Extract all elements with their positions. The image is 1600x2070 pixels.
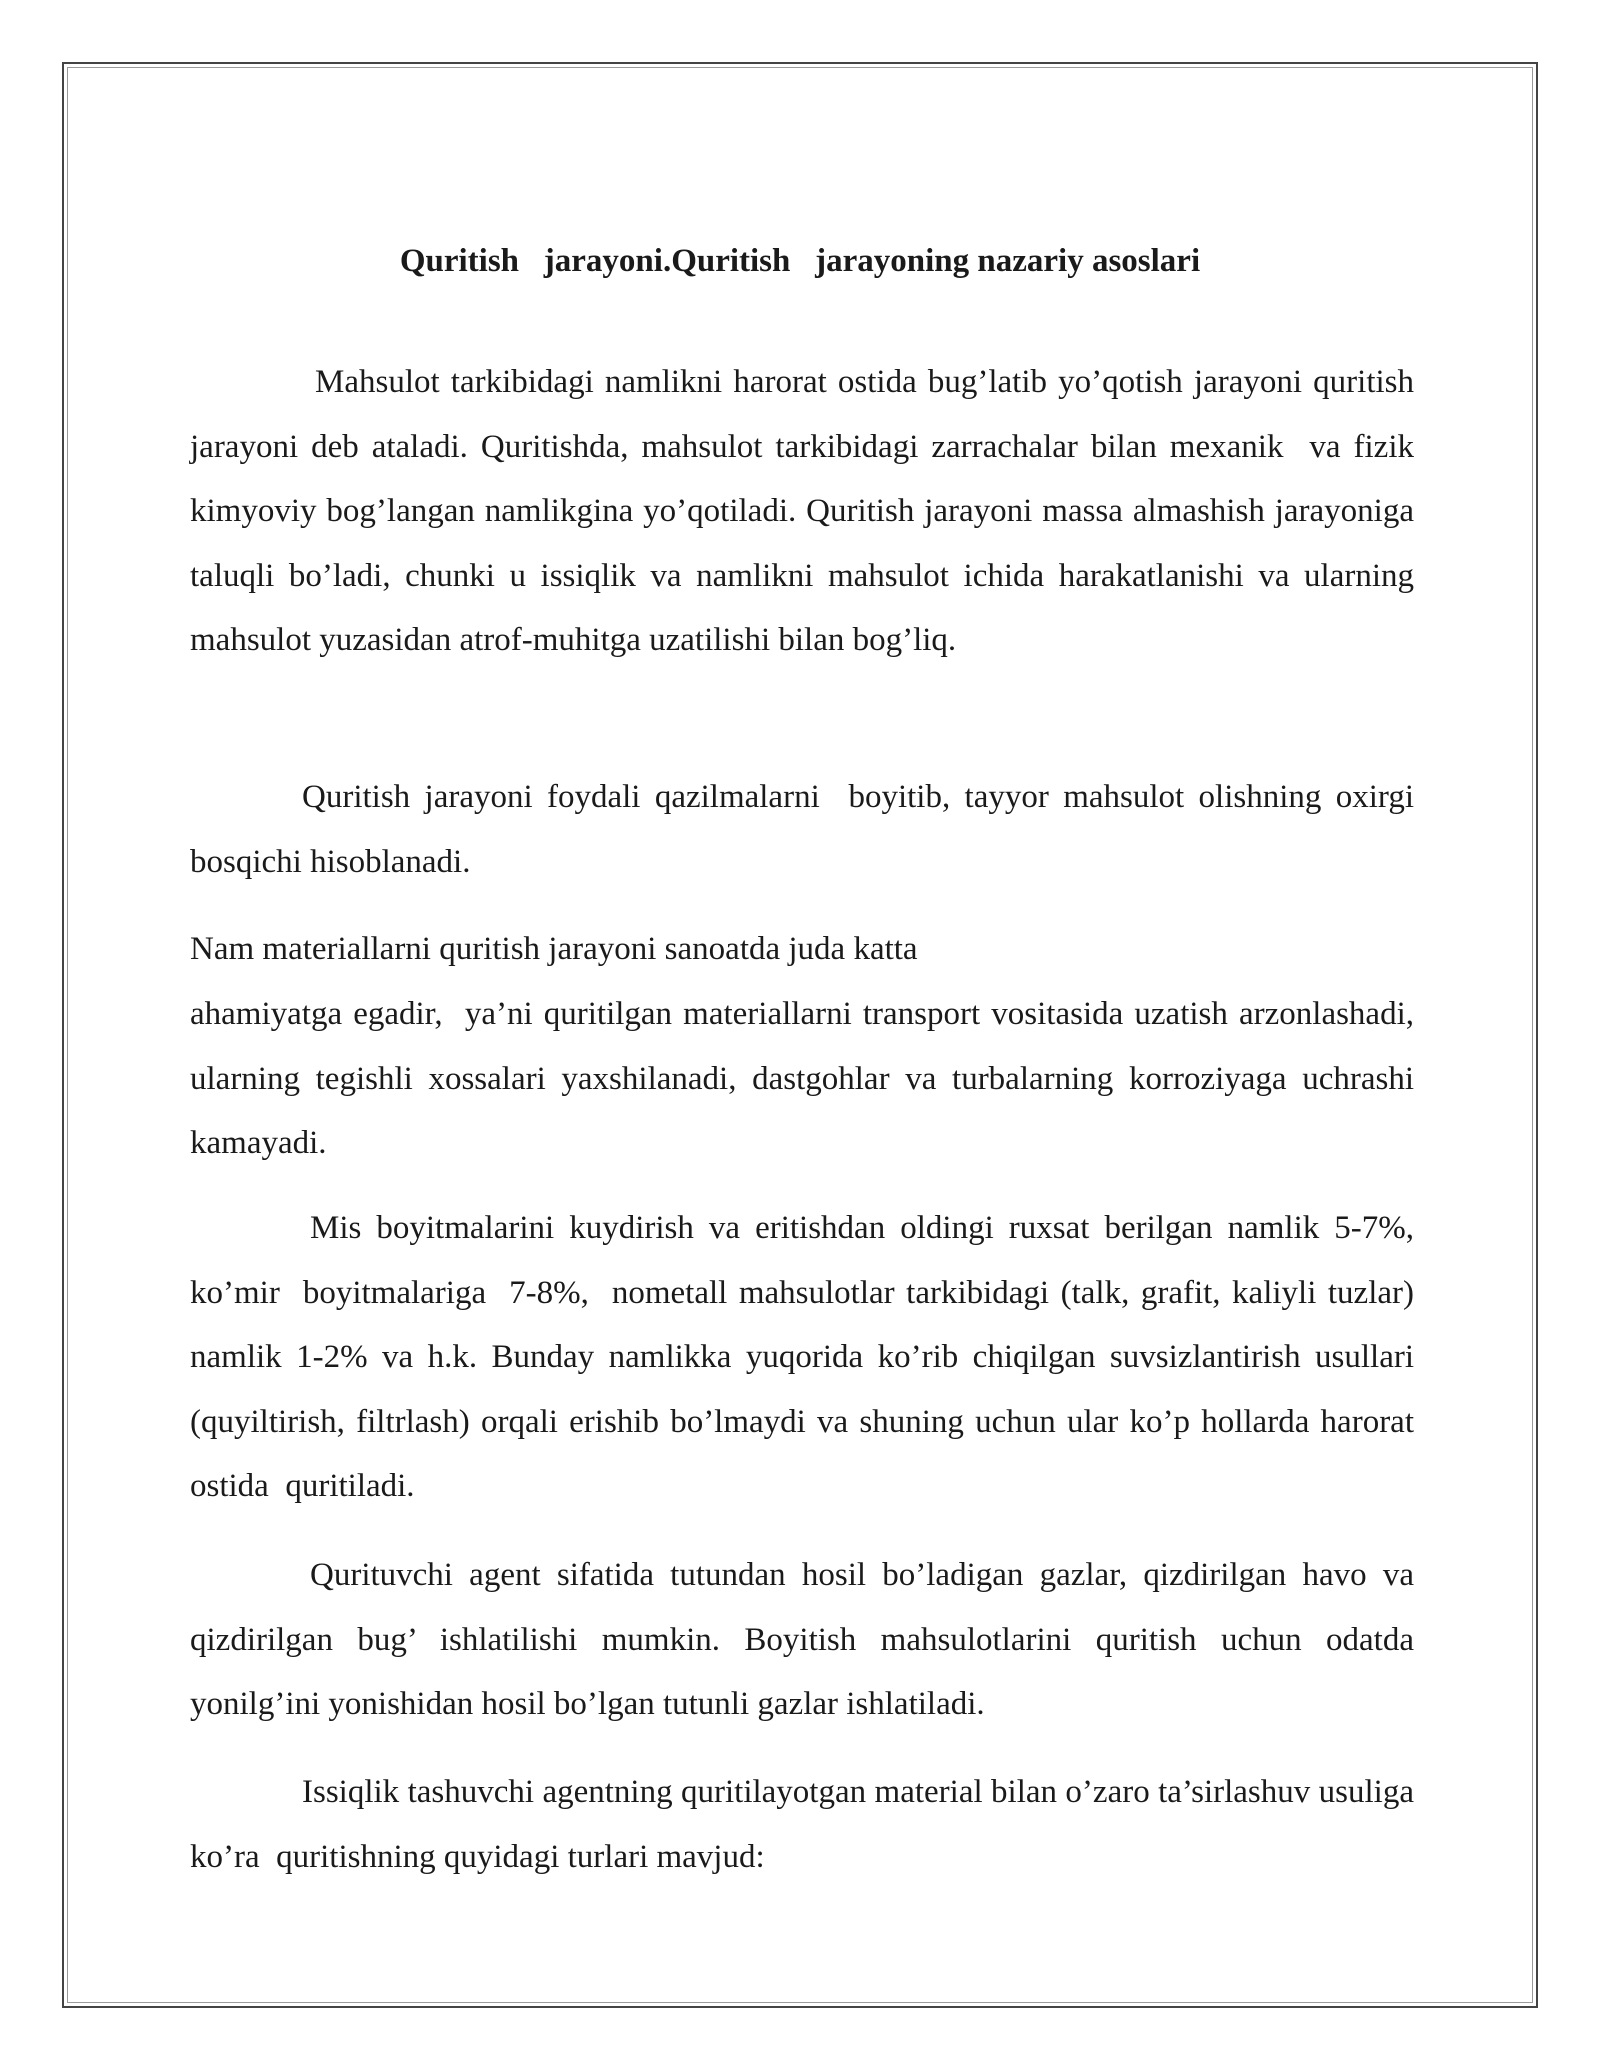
paragraph-4: Mis boyitmalarini kuydirish va eritishdan oldingi ruxsat berilgan namlik 5-7%, ko’mir boyitmalariga 7-8%, nometall mahsulotlar tarkibidagi (talk, grafit, kaliyli tuzlar) namlik 1-2% va h.k. Bunday namlikka yuqorida ko’rib chiqilgan suvsizlantirish usullari (quyiltirish, filtrlash) orqali erishib bo’lmaydi va shuning uchun ular ko’p hollarda harorat ostida quritiladi.: [190, 1210, 1423, 1504]
paragraph-3-first-line: Nam materiallarni quritish jarayoni sanoatda juda katta: [190, 931, 918, 967]
paragraph-2: Quritish jarayoni foydali qazilmalarni boyitib, tayyor mahsulot olishning oxirgi bosqichi hisoblanadi.: [190, 779, 1423, 880]
paragraph-1: Mahsulot tarkibidagi namlikni harorat ostida bug’latib yo’qotish jarayoni quritish jarayoni deb ataladi. Quritishda, mahsulot tarkibidagi zarrachalar bilan mexanik va fizik kimyoviy bog’langan namlikgina yo’qotiladi. Quritish jarayoni massa almashish jarayoniga taluqli bo’ladi, chunki u issiqlik va namlikni mahsulot ichida harakatlanishi va ularning mahsulot yuzasidan atrof-muhitga uzatilishi bilan bog’liq.: [190, 364, 1423, 658]
paragraph-5: Qurituvchi agent sifatida tutundan hosil bo’ladigan gazlar, qizdirilgan havo va qizdirilgan bug’ ishlatilishi mumkin. Boyitish mahsulotlarini quritish uchun odatda yonilg’ini yonishidan hosil bo’lgan tutunli gazlar ishlatiladi.: [190, 1557, 1423, 1722]
document-title: Quritish jarayoni.Quritish jarayoning nazariy asoslari: [399, 243, 1201, 279]
paragraph-3-continuation: ahamiyatga egadir, ya’ni quritilgan materiallarni transport vositasida uzatish arzonlashadi, ularning tegishli xossalari yaxshilanadi, dastgohlar va turbalarning korroziyaga uchrashi kamayadi.: [190, 996, 1423, 1161]
paragraph-6: Issiqlik tashuvchi agentning quritilayotgan material bilan o’zaro ta’sirlashuv usuliga ko’ra quritishning quyidagi turlari mavjud:: [190, 1774, 1423, 1875]
